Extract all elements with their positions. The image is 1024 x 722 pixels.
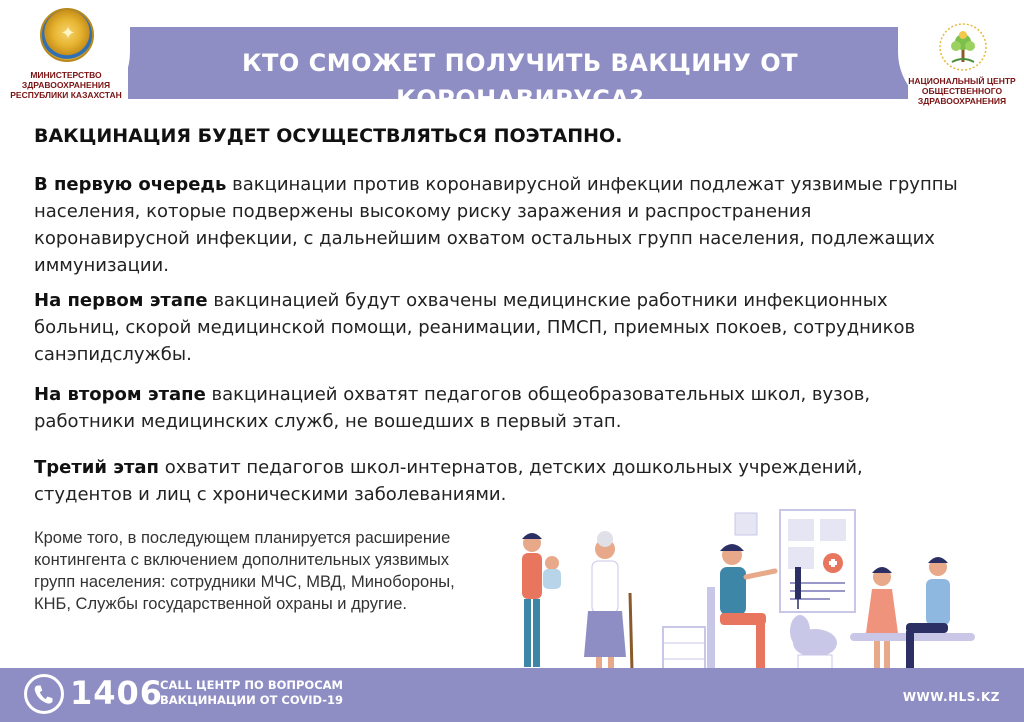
call-center-line: CALL ЦЕНТР ПО ВОПРОСАМ — [160, 678, 343, 692]
paragraph-text: охватит педагогов школ-интернатов, детских дошкольных учреждений, студентов и лиц с хроническими заболеваниями. — [34, 457, 863, 505]
phone-icon — [24, 674, 64, 714]
ministry-name-line: ЗДРАВООХРАНЕНИЯ — [21, 80, 111, 90]
intro-heading: ВАКЦИНАЦИЯ БУДЕТ ОСУЩЕСТВЛЯТЬСЯ ПОЭТАПНО. — [34, 125, 623, 147]
grandmother-figure — [584, 531, 632, 671]
paragraph-priority — [34, 171, 964, 279]
website-link[interactable]: WWW.HLS.KZ — [902, 690, 1000, 704]
hotline-number[interactable]: 1406 — [70, 674, 164, 712]
ncz-name-line: ЗДРАВООХРАНЕНИЯ — [917, 96, 1007, 106]
vaccination-illustration — [470, 505, 1000, 680]
paragraph-text: вакцинацией охватят педагогов общеобразовательных школ, вузов, работники медицинских служб, не вошедших в первый этап. — [34, 384, 871, 432]
girl-figure — [866, 567, 898, 669]
tree-logo-icon — [938, 22, 988, 72]
mother-figure — [519, 533, 561, 674]
paragraph-text: вакцинацией будут охвачены медицинские работники инфекционных больниц, скорой медицинской помощи, реанимации, ПМСП, приемных покоев, сотрудников санэпидслужбы. — [34, 290, 916, 365]
paragraph-lead: На первом этапе — [34, 290, 208, 311]
paragraph-lead: Третий этап — [34, 457, 159, 478]
call-center-line: ВАКЦИНАЦИИ ОТ COVID-19 — [160, 693, 344, 707]
ministry-name — [6, 70, 126, 100]
paragraph-lead: На втором этапе — [34, 384, 206, 405]
doctor-figure — [707, 544, 775, 674]
plant — [790, 615, 837, 673]
call-center-label — [160, 678, 420, 708]
paragraph-stage-one — [34, 287, 964, 368]
seated-woman-figure — [902, 557, 950, 674]
paragraph-text: вакцинации против коронавирусной инфекции подлежат уязвимые группы населения, которые подвержены высокому риску заражения и распространения коронавирусной инфекции, с дальнейшим охватом остальных групп населения, подлежащих иммунизации. — [34, 174, 958, 276]
emblem-star-icon: ✦ — [60, 23, 76, 44]
ministry-name-line: МИНИСТЕРСТВО — [30, 70, 102, 80]
paragraph-stage-two — [34, 381, 964, 435]
ncz-name-line: ОБЩЕСТВЕННОГО — [921, 86, 1003, 96]
info-poster — [780, 510, 855, 612]
ncz-name-line: НАЦИОНАЛЬНЫЙ ЦЕНТР — [908, 76, 1016, 86]
page-title: КТО СМОЖЕТ ПОЛУЧИТЬ ВАКЦИНУ ОТ КОРОНАВИРУСА? — [241, 49, 799, 113]
paragraph-stage-three — [34, 454, 964, 508]
additional-note: Кроме того, в последующем планируется расширение контингента с включением дополнительных уязвимых групп населения: сотрудники МЧС, МВД, Минобороны, КНБ, Службы государственной охраны и другие. — [34, 529, 455, 613]
paragraph-lead: В первую очередь — [34, 174, 227, 195]
ncz-name — [904, 76, 1020, 106]
ministry-name-line: РЕСПУБЛИКИ КАЗАХСТАН — [10, 90, 122, 100]
